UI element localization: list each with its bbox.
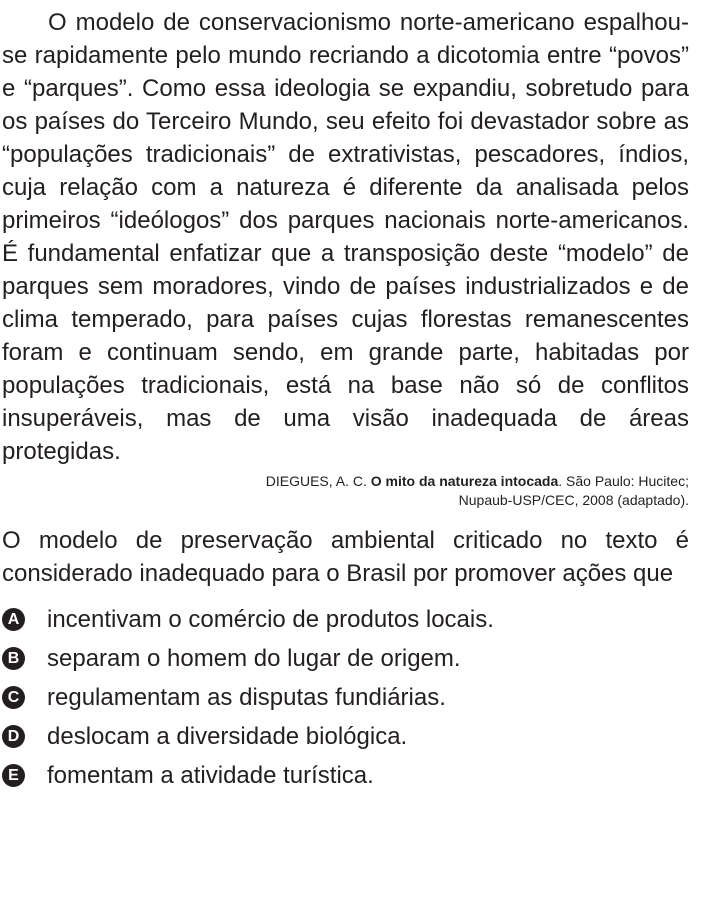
option-d-text: deslocam a diversidade biológica.: [47, 722, 408, 750]
citation-title: O mito da natureza intocada: [370, 473, 559, 489]
option-b-letter-badge: B: [2, 647, 25, 670]
option-a-letter-badge: A: [2, 608, 25, 631]
option-b-text: separam o homem do lugar de origem.: [47, 644, 461, 672]
answer-options: [2, 600, 689, 795]
citation: [2, 472, 689, 510]
option-b[interactable]: [2, 639, 689, 678]
option-a-text: incentivam o comércio de produtos locais.: [47, 605, 494, 633]
option-c[interactable]: [2, 678, 689, 717]
citation-source: Nupaub-USP/CEC, 2008 (adaptado).: [458, 492, 689, 508]
option-e-letter-badge: E: [2, 764, 25, 787]
citation-publisher: . São Paulo: Hucitec;: [558, 473, 689, 489]
option-c-letter-badge: C: [2, 686, 25, 709]
option-d-letter-badge: D: [2, 725, 25, 748]
option-a[interactable]: [2, 600, 689, 639]
passage-text: O modelo de conservacionismo norte-americano espalhou-se rapidamente pelo mundo recriando a dicotomia entre “povos” e “parques”. Como essa ideologia se expandiu, sobretudo para os países do Terceiro Mundo, seu efeito foi devastador sobre as “populações tradicionais” de extrativistas, pescadores, índios, cuja relação com a natureza é diferente da analisada pelos primeiros “ideólogos” dos parques nacionais norte-americanos. É fundamental enfatizar que a transposição deste “modelo” de parques sem moradores, vindo de países industrializados e de clima temperado, para países cujas florestas remanescentes foram e continuam sendo, em grande parte, habitadas por populações tradicionais, está na base não só de conflitos insuperáveis, mas de uma visão inadequada de áreas protegidas.: [2, 9, 689, 465]
citation-author: DIEGUES, A. C.: [265, 473, 371, 489]
option-c-text: regulamentam as disputas fundiárias.: [47, 683, 446, 711]
option-e-text: fomentam a atividade turística.: [47, 761, 374, 789]
question-stem: O modelo de preservação ambiental criticado no texto é considerado inadequado para o Brasil por promover ações que: [2, 527, 689, 587]
option-d[interactable]: [2, 717, 689, 756]
option-e[interactable]: [2, 756, 689, 795]
